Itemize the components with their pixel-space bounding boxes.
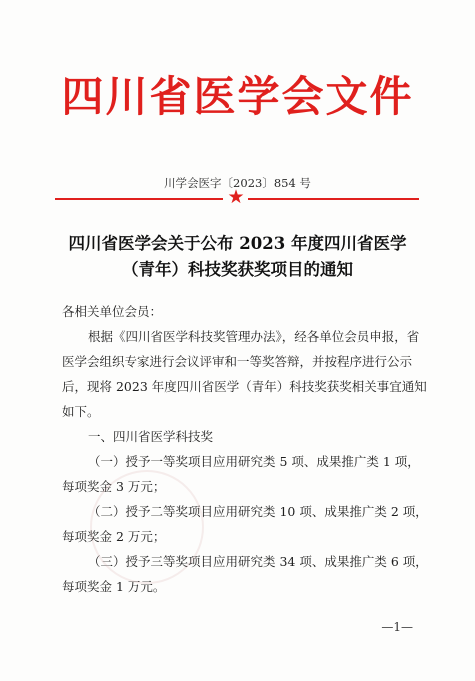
notice-title-line-1: 四川省医学会关于公布 2023 年度四川省医学	[68, 234, 407, 253]
faint-seal-stamp	[90, 470, 204, 584]
award-item-1-line-2: 每项奖金 3 万元；	[62, 479, 166, 494]
intro-line: 后，现将 2023 年度四川省医学（青年）科技奖获奖相关事宜通知	[62, 379, 427, 394]
masthead-title: 四川省医学会文件	[61, 72, 414, 121]
intro-line: 医学会组织专家进行会议评审和一等奖答辩，并按程序进行公示	[62, 354, 413, 369]
salutation: 各相关单位会员：	[62, 304, 163, 319]
red-rule-right	[248, 198, 419, 200]
document-number: 川学会医字〔2023〕854 号	[164, 176, 311, 190]
award-item-1-line-1: （一）授予一等奖项目应用研究类 5 项、成果推广类 1 项，	[88, 454, 420, 469]
award-item-2-line-1: （二）授予二等奖项目应用研究类 10 项、成果推广类 2 项，	[88, 504, 428, 519]
page-number: —1—	[381, 620, 413, 634]
intro-line: 根据《四川省医学科技奖管理办法》，经各单位会员申报，省	[88, 329, 420, 344]
notice-title-line-2: （青年）科技奖获奖项目的通知	[122, 260, 353, 279]
red-rule-left	[55, 198, 223, 200]
award-item-3-line-1: （三）授予三等奖项目应用研究类 34 项、成果推广类 6 项，	[88, 554, 428, 569]
red-star-icon: ★	[227, 186, 245, 208]
award-item-2-line-2: 每项奖金 2 万元；	[62, 529, 166, 544]
intro-line: 如下。	[62, 404, 100, 419]
section-heading: 一、四川省医学科技奖	[88, 429, 214, 444]
award-item-3-line-2: 每项奖金 1 万元。	[62, 579, 166, 594]
